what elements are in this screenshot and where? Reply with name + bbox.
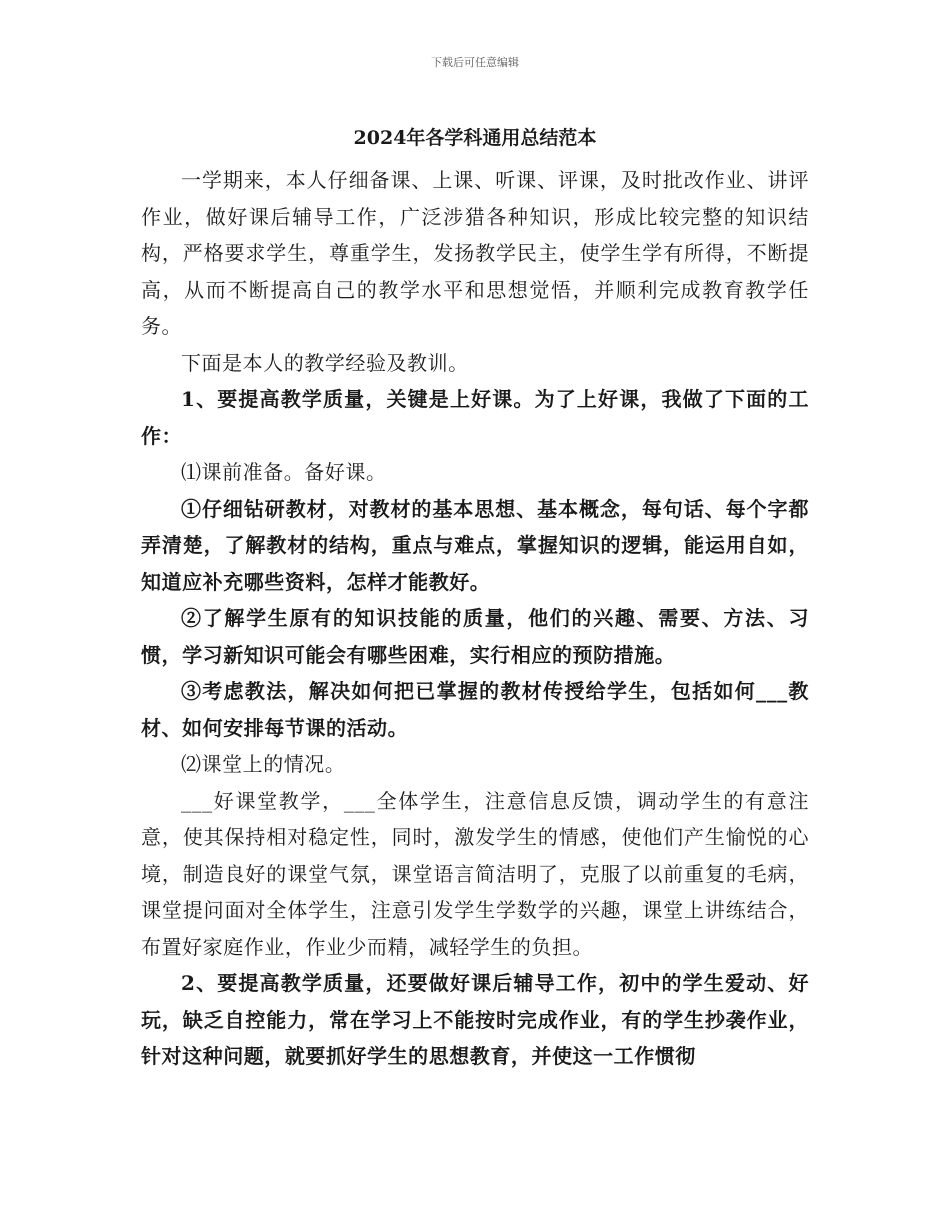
document-body [141,118,809,1075]
list-item-3: ③考虑教法，解决如何把已掌握的教材传授给学生，包括如何___教材、如何安排每节课的活动。 [141,679,809,740]
header-note: 下载后可任意编辑 [431,56,519,69]
section-2-paragraph: 2、要提高教学质量，还要做好课后辅导工作，初中的学生爱动、好玩，缺乏自控能力，常在学习上不能按时完成作业，有的学生抄袭作业，针对这种问题，就要抓好学生的思想教育，并使这一工作惯彻 [141,971,809,1068]
document-title: 2024年各学科通用总结范本 [353,127,597,149]
section-1-heading: 1、要提高教学质量，关键是上好课。为了上好课，我做了下面的工作： [141,387,809,448]
paragraph-lead: 下面是本人的教学经验及教训。 [181,350,469,375]
paragraph-intro: 一学期来，本人仔细备课、上课、听课、评课，及时批改作业、讲评作业，做好课后辅导工作，广泛涉猎各种知识，形成比较完整的知识结构，严格要求学生，尊重学生，发扬教学民主，使学生学有所得，不断提高，从而不断提高自己的教学水平和思想觉悟，并顺利完成教育教学任务。 [141,168,809,338]
list-item-2: ②了解学生原有的知识技能的质量，他们的兴趣、需要、方法、习惯，学习新知识可能会有哪些困难，实行相应的预防措施。 [141,606,809,667]
paragraph-classroom: ___好课堂教学，___全体学生，注意信息反馈，调动学生的有意注意，使其保持相对稳定性，同时，激发学生的情感，使他们产生愉悦的心境，制造良好的课堂气氛，课堂语言简洁明了，克服了以前重复的毛病，课堂提问面对全体学生，注意引发学生学数学的兴趣，课堂上讲练结合，布置好家庭作业，作业少而精，减轻学生的负担。 [141,788,809,959]
subsection-2-heading: ⑵课堂上的情况。 [181,752,346,776]
list-item-1: ①仔细钻研教材，对教材的基本思想、基本概念，每句话、每个字都弄清楚，了解教材的结构，重点与难点，掌握知识的逻辑，能运用自如，知道应补充哪些资料，怎样才能教好。 [141,496,809,594]
subsection-1-heading: ⑴课前准备。备好课。 [181,460,387,484]
